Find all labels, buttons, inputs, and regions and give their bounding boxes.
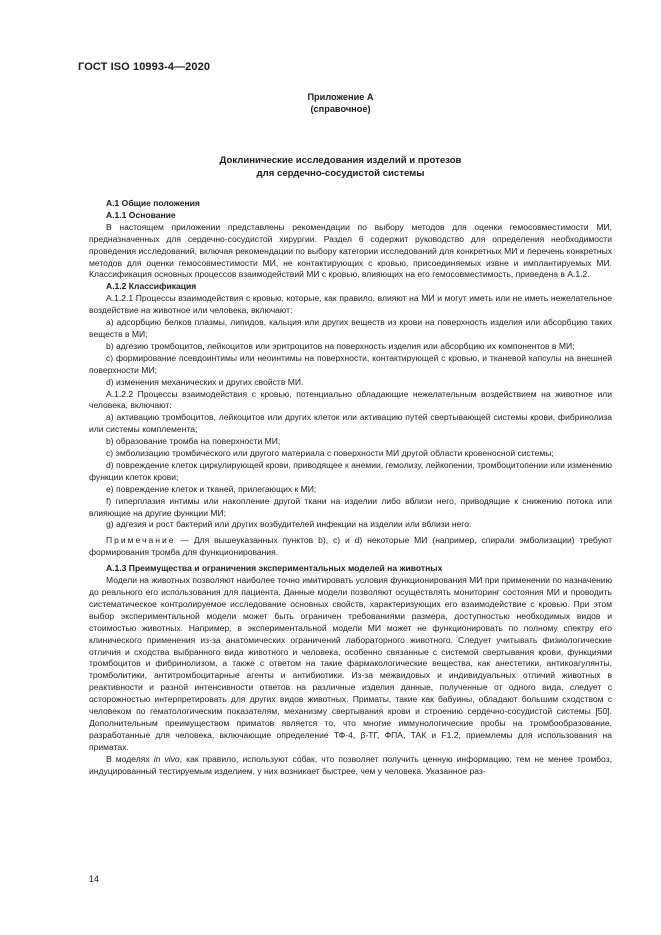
list-item: a) активацию тромбоцитов, лейкоцитов или других клеток или активацию путей свертывающей системы крови, фибринолиза или системы комплемента; (89, 412, 612, 435)
paragraph-a122: А.1.2.2 Процессы взаимодействия с кровью, потенциально обладающие нежелательным воздействием на животное или человека, включают: (89, 388, 612, 411)
list-item: d) изменения механических и других свойств МИ. (106, 376, 304, 387)
paragraph-a13: Модели на животных позволяют наиболее точно имитировать условия функционирования МИ при применении по назначению до реального его использования для пациента. Данные модели позволяют осуществлять мониторинг состояния МИ и проводить систематическое контролируемое исследование основных свойств, характеризующих его взаимодействие с кровью. При этом выбор экспериментальной модели может быть ограничен требованиями размера, доступностью необходимых видов и стоимостью животных. Например, в экспериментальной модели МИ может не функционировать по полному спектру его клинического применения из-за анатомических ограничений лабораторного животного. Следует учитывать физиологические отличия и сходства выбранного вида животного и человека, особенно связанные с системой свертывания крови, функциями тромбоцитов и фибринолизом, а также с ответом на такие фармакологические вещества, как анестетики, антикоагулянты, тромболитики, антитромбоцитарные агенты и антибиотики. Из-за межвидовых и индивидуальных отличий животных в реактивности и разной интенсивности ответов на различные изделия данные, полученные от одного вида, следует с осторожностью интерпретировать для других видов животных. Приматы, такие как бабуины, обладают большим сходством с человеком по гематологическим показателям, механизму свертывания крови и строению сердечно-сосудистой системы [50]. Дополнительным преимуществом приматов является то, что многие иммунологические пробы на тромбообразование, разработанные для человека, включающие определение ТФ-4, β-ТГ, ФПА, ТАК и F1.2, приемлемы для использования на приматах. (89, 575, 612, 752)
section-heading-a11: А.1.1 Основание (106, 209, 176, 220)
list-item: f) гиперплазия интимы или накопление другой ткани на изделии либо вблизи него, приводящие к снижению потока или влияющие на другие функции МИ; (89, 495, 612, 518)
paragraph-a13-continued (89, 754, 612, 778)
note (89, 535, 612, 559)
text-fragment: , как правило, используют собак, что позволяет получить ценную информацию; тем не менее тромбоз, индуцированный тестируемым изделием, у них возникает быстрее, чем у человека. Указанное раз- (89, 753, 612, 776)
list-item: g) адгезия и рост бактерий или других возбудителей инфекции на изделии или вблизи него. (106, 519, 472, 530)
standard-header: ГОСТ ISO 10993-4—2020 (78, 61, 211, 73)
section-heading-a12: А.1.2 Классификация (106, 281, 197, 292)
section-heading-a13: А.1.3 Преимущества и ограничения экспериментальных моделей на животных (106, 563, 443, 574)
page-number: 14 (89, 874, 100, 884)
document-title-line2: для сердечно-сосудистой системы (256, 168, 425, 179)
list-item: d) повреждение клеток циркулирующей крови, приводящее к анемии, гемолизу, лейкопении, тромбоцитопении или изменению функции клеток крови; (89, 459, 612, 482)
paragraph-a11: В настоящем приложении представлены рекомендации по выбору методов для оценки гемосовместимости МИ, предназначенных для сердечно-сосудистой хирургии. Раздел 6 содержит руководство для определения необходимости проведения исследований, включая рекомендации по выбору категории исследований для конкретных МИ и перечень конкретных методов для оценки гемосовместимости МИ, не контактирующих с кровью, присоединяемых извне и имплантируемых МИ. Классификация основных процессов взаимодействий МИ с кровью, влияющих на его гемосовместимость, приведена в А.1.2. (89, 221, 612, 280)
appendix-subtitle: (справочное) (310, 104, 371, 114)
list-item: a) адсорбцию белков плазмы, липидов, кальция или других веществ из крови на поверхность изделия или абсорбцию таких веществ в МИ; (89, 317, 612, 339)
note-text: — Для вышеуказанных пунктов b), c) и d) некоторые МИ (например, спирали эмболизации) требуют формирования тромба для функционирования. (89, 535, 612, 558)
list-item: c) формирование псевдоинтимы или неоинтимы на поверхности, контактирующей с кровью, и тканевой капсулы на внешней поверхности МИ; (89, 352, 612, 375)
document-body (89, 198, 612, 778)
italic-term: in vivo (153, 753, 180, 764)
list-item: e) повреждение клеток и тканей, прилегающих к МИ; (106, 483, 317, 494)
list-item: b) образование тромба на поверхности МИ; (106, 436, 281, 447)
appendix-title: Приложение А (307, 92, 374, 102)
paragraph-a121: А.1.2.1 Процессы взаимодействия с кровью, которые, как правило, влияют на МИ и могут иметь или не иметь нежелательное воздействие на животное или человека, включают: (89, 293, 612, 316)
text-fragment: В моделях (106, 753, 154, 764)
section-heading-a1: А.1 Общие положения (106, 198, 200, 208)
list-item: c) эмболизацию тромбического или другого материала с поверхности МИ другой области кровеносной системы; (106, 448, 554, 459)
note-label: Примечание (106, 535, 176, 546)
document-title-line1: Доклинические исследования изделий и протезов (219, 155, 462, 166)
list-item: b) адгезию тромбоцитов, лейкоцитов или эритроцитов на поверхность изделия или абсорбцию их компонентов в МИ; (106, 340, 575, 351)
